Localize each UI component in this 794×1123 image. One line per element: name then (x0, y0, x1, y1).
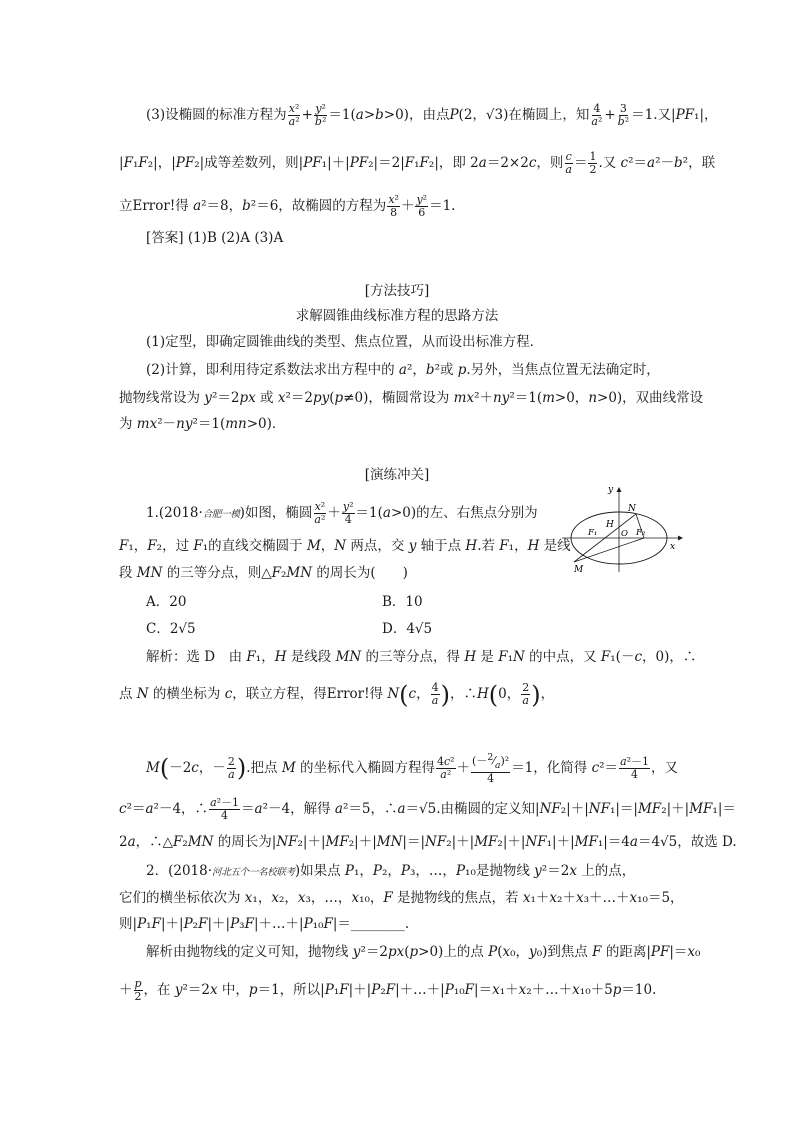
q1-line2: F₁，F₂，过 F₁的直线交椭圆于 M，N 两点，交 y 轴于点 H.若 F₁，H 是线 (119, 538, 571, 554)
x-axis-arrow-icon (678, 536, 683, 541)
q1-solution-line4: c²＝a²－4，∴ $\frac{\text{a²－1}}{4}$ ＝a²－4，解得 a²＝5，∴a＝√5.由椭圆的定义知|NF₂|＋|NF₁|＝|MF₂|＋|MF₁|＝ (119, 796, 736, 822)
practice-tag: [演练冲关] (364, 467, 430, 483)
q1-solution-line2: 点 N 的横坐标为 c，联立方程，得Error!得 N(c， $\frac{4}{a}$ )，∴H(0， $\frac{2}{a}$ )， (119, 680, 555, 709)
label-x: x (670, 542, 676, 552)
q2-line3: 则|P₁F|＋|P₂F|＋|P₃F|＋…＋|P₁₀F|＝________. (119, 916, 410, 932)
label-o: O (621, 529, 628, 539)
q1-line3: 段 MN 的三等分点，则△F₂MN 的周长为( ) (119, 565, 408, 581)
q1-line1: 1.(2018·合肥一模)如图，椭圆 $\frac{\text{x²}}{\text{a²}}$ ＋ $\frac{\text{y²}}{4}$ ＝1(a>0)的左、右焦点分别为 (146, 500, 538, 526)
q1-option-d: D．4√5 (382, 621, 433, 637)
q2-line2: 它们的横坐标依次为 x₁，x₂，x₃，…，x₁₀，F 是抛物线的焦点，若 x₁＋x₂＋x₃＋…＋x₁₀＝5， (119, 890, 684, 906)
y-axis-arrow-icon (617, 487, 622, 492)
solution3-line2: |F₁F₂|，|PF₂|成等差数列，则|PF₁|＋|PF₂|＝2|F₁F₂|，即 2a＝2×2c，则 $\frac{c}{a}$ ＝ $\frac{1}{2}$ .又 c²＝a²－b²，联 (119, 150, 716, 176)
method-p2-line2: 抛物线常设为 y²＝2px 或 x²＝2py(p≠0)，椭圆常设为 mx²＋ny²＝1(m>0，n>0)，双曲线常设 (119, 390, 704, 406)
method-p2-line3: 为 mx²－ny²＝1(mn>0)． (119, 416, 286, 432)
label-h: H (606, 520, 614, 530)
label-m: M (574, 565, 584, 574)
label-f1: F₁ (588, 528, 598, 538)
q1-option-b: B．10 (382, 594, 423, 610)
q1-solution-line1: 解析：选 D 由 F₁，H 是线段 MN 的三等分点，得 H 是 F₁N 的中点，又 F₁(－c，0)，∴ (146, 649, 697, 665)
method-p1: (1)定型，即确定圆锥曲线的类型、焦点位置，从而设出标准方程． (146, 334, 544, 350)
label-y: y (608, 485, 614, 495)
q1-option-c: C．2√5 (146, 621, 196, 637)
label-f2: F₂ (636, 528, 646, 538)
q2-solution-line2: ＋ $\frac{p}{2}$ ，在 y²＝2x 中，p＝1，所以|P₁F|＋|P₂F|＋…＋|P₁₀F|＝x₁＋x₂＋…＋x₁₀＋5p＝10. (119, 977, 657, 1003)
q2-source: 河北五个一名校联考 (212, 867, 295, 878)
label-n: N (628, 504, 636, 514)
method-title: 求解圆锥曲线标准方程的思路方法 (295, 308, 499, 324)
method-tag: [方法技巧] (364, 283, 430, 299)
q2-line1: 2．(2018·河北五个一名校联考)如果点 P₁，P₂，P₃，…，P₁₀是抛物线 y²＝2x 上的点， (146, 863, 636, 879)
ellipse-figure (560, 482, 684, 574)
q1-source: 合肥一模 (202, 509, 240, 520)
segment-mf2 (574, 538, 644, 562)
solution3-line1: (3)设椭圆的标准方程为 $\frac{\text{x²}}{\text{a²}}$ + $\frac{\text{y²}}{\text{b²}}$ ＝1(a>b>0)，由点P(2，√3)在椭圆上，知 $\frac{4}{\text{a²}}$ + $\frac{3}{\text{b²}}$ ＝1.又|PF₁|， (146, 102, 718, 128)
q1-solution-line3: M(－2c，－ $\frac{2}{a}$ ).把点 M 的坐标代入椭圆方程得 $\frac{\text{4c²}}{\text{a²}}$ ＋ $\frac{(-^2⁄_a)^2}{4}$ ＝1，化简得 c²＝ $\frac{\text{a²－1}}{4}$ ，又 (146, 752, 679, 785)
q1-option-a: A．20 (146, 594, 187, 610)
answer-line: [答案] (1)B (2)A (3)A (146, 230, 284, 246)
solution3-line3: 立Error!得 a²＝8，b²＝6，故椭圆的方程为 $\frac{\text{x²}}{8}$ ＋ $\frac{\text{y²}}{6}$ ＝1. (119, 193, 456, 219)
q1-solution-line5: 2a，∴△F₂MN 的周长为|NF₂|＋|MF₂|＋|MN|＝|NF₂|＋|MF₂|＋|NF₁|＋|MF₁|＝4a＝4√5，故选 D. (119, 834, 737, 850)
q2-solution-line1: 解析由抛物线的定义可知，抛物线 y²＝2px(p>0)上的点 P(x₀，y₀)到焦点 F 的距离|PF|＝x₀ (146, 944, 701, 960)
method-p2-line1: (2)计算，即利用待定系数法求出方程中的 a²，b²或 p.另外，当焦点位置无法确定时， (146, 362, 660, 378)
